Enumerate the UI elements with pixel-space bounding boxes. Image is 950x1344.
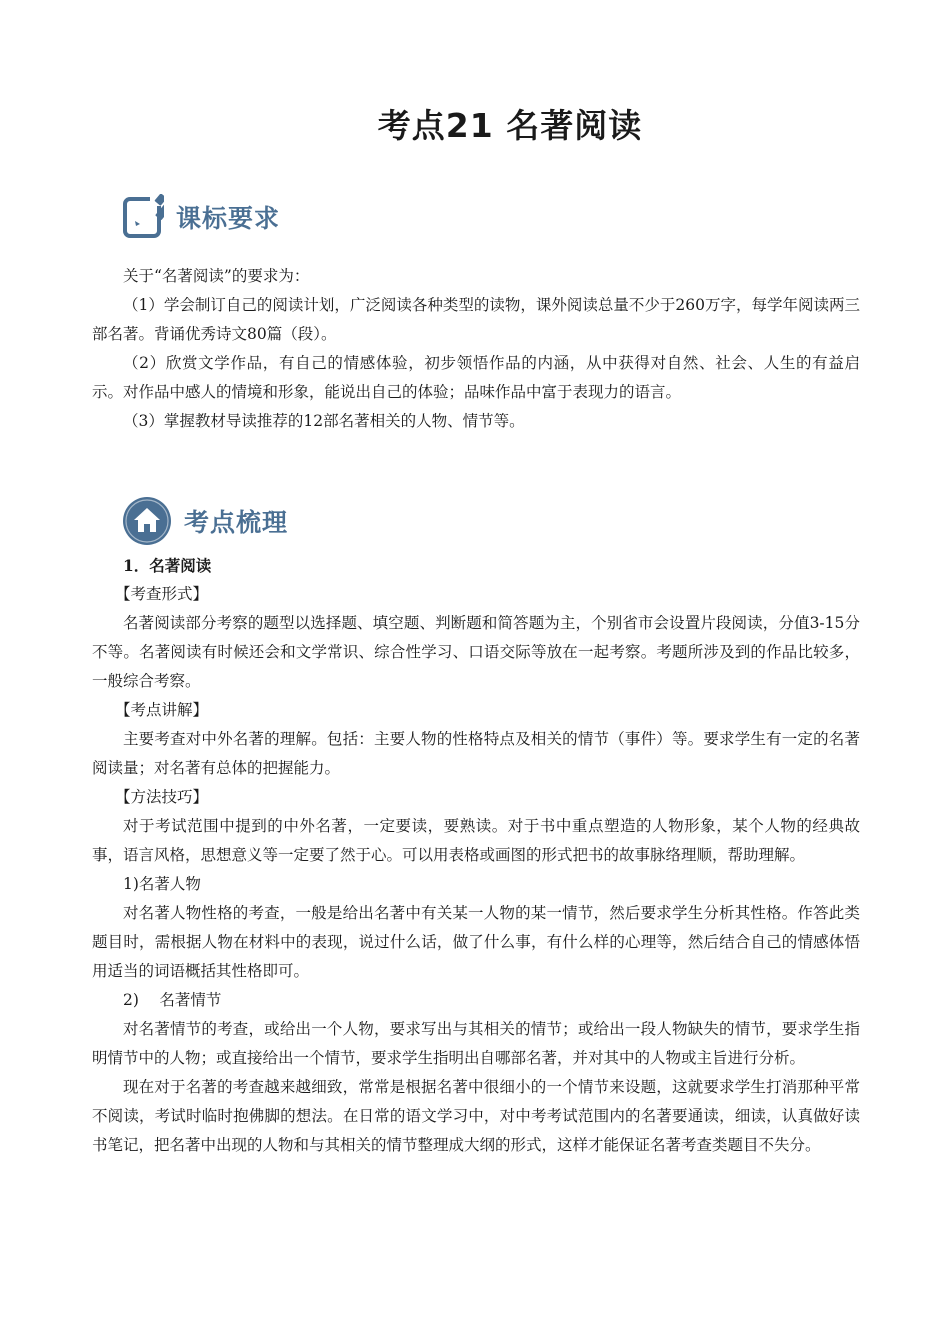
sub2-label: 2) 名著情节 (123, 991, 222, 1009)
method-label: 【方法技巧】 (115, 788, 209, 806)
closing-paragraph: 现在对于名著的考查越来越细致，常常是根据名著中很细小的一个情节来设题，这就要求学生打消那种平常不阅读，考试时临时抱佛脚的想法。在日常的语文学习中，对中考考试范围内的名著要通读，细读，认真做好读书笔记，把名著中出现的人物和与其相关的情节整理成大纲的形式，这样才能保证名著考查类题目不失分。 (92, 1078, 860, 1154)
sub1-body: 对名著人物性格的考查，一般是给出名著中有关某一人物的某一情节，然后要求学生分析其性格。作答此类题目时，需根据人物在材料中的表现，说过什么话，做了什么事，有什么样的心理等，然后结合自己的情感体悟用适当的词语概括其性格即可。 (92, 904, 860, 980)
method-body: 对于考试范围中提到的中外名著，一定要读，要熟读。对于书中重点塑造的人物形象，某个人物的经典故事，语言风格，思想意义等一定要了然于心。可以用表格或画图的形式把书的故事脉络理顺，帮助理解。 (92, 817, 860, 864)
pencil-edit-icon (122, 194, 164, 240)
standard-item-3: （3）掌握教材导读推荐的12部名著相关的人物、情节等。 (123, 412, 525, 430)
section-label-review: 考点梳理 (184, 508, 289, 537)
section-label-standard: 课标要求 (176, 204, 281, 233)
section-header-review (122, 496, 288, 546)
section-header-standard (122, 192, 280, 242)
form-body: 名著阅读部分考察的题型以选择题、填空题、判断题和简答题为主，个别省市会设置片段阅读，分值3-15分不等。名著阅读有时候还会和文学常识、综合性学习、口语交际等放在一起考察。考题所涉及到的作品比较多，一般综合考察。 (92, 614, 860, 690)
sub2-body: 对名著情节的考查，或给出一个人物，要求写出与其相关的情节；或给出一段人物缺失的情节，要求学生指明情节中的人物；或直接给出一个情节，要求学生指明出自哪部名著，并对其中的人物或主旨进行分析。 (92, 1020, 860, 1067)
review-heading: 1．名著阅读 (123, 556, 212, 575)
home-icon (122, 496, 172, 546)
sub1-label: 1)名著人物 (123, 875, 201, 893)
page-title: 考点21 名著阅读 (377, 106, 643, 145)
standard-intro: 关于“名著阅读”的要求为： (123, 267, 310, 285)
review-content (92, 551, 860, 1160)
form-label: 【考查形式】 (115, 585, 209, 603)
standard-content (92, 262, 860, 436)
explain-body: 主要考查对中外名著的理解。包括：主要人物的性格特点及相关的情节（事件）等。要求学生有一定的名著阅读量；对名著有总体的把握能力。 (92, 730, 860, 777)
standard-item-1: （1）学会制订自己的阅读计划，广泛阅读各种类型的读物，课外阅读总量不少于260万字，每学年阅读两三部名著。背诵优秀诗文80篇（段）。 (92, 296, 860, 343)
explain-label: 【考点讲解】 (115, 701, 209, 719)
standard-item-2: （2）欣赏文学作品，有自己的情感体验，初步领悟作品的内涵，从中获得对自然、社会、人生的有益启示。对作品中感人的情境和形象，能说出自己的体验；品味作品中富于表现力的语言。 (92, 354, 860, 401)
